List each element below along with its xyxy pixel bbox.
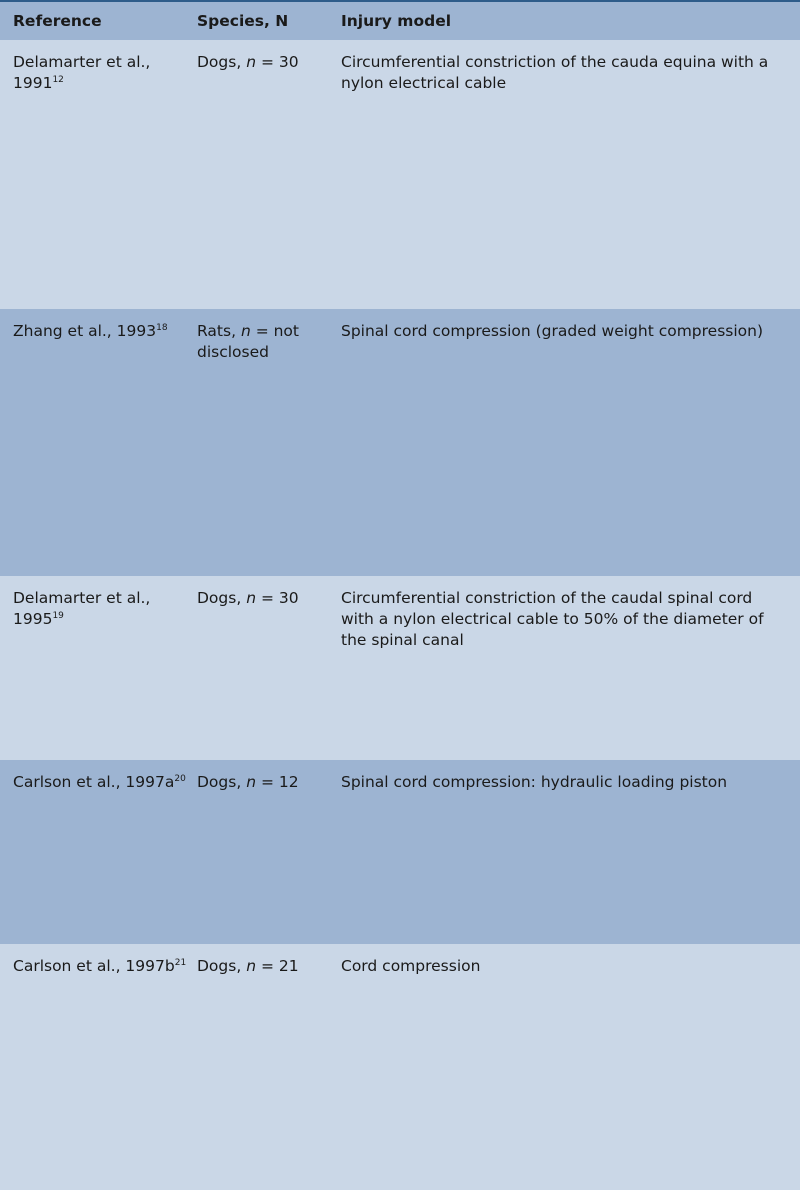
header-injury-model: Injury model [341, 12, 452, 30]
species-text: Dogs, [197, 957, 247, 975]
reference-text: Zhang et al., 1993 [13, 322, 157, 340]
species-n: n [246, 53, 257, 71]
species-text: Dogs, [197, 773, 247, 791]
reference-cell [13, 588, 193, 630]
reference-footnote: 21 [174, 958, 187, 968]
injury-model-cell: Circumferential constriction of the cauda equina with a nylon electrical cable [341, 53, 769, 92]
species-count: = 30 [256, 589, 299, 607]
species-count: = 30 [256, 53, 299, 71]
header-reference: Reference [13, 12, 102, 30]
species-n: n [240, 322, 251, 340]
table-row [0, 309, 800, 576]
species-text: Rats, [197, 322, 241, 340]
reference-text: Delamarter et al., 1991 [13, 53, 151, 92]
species-cell [197, 52, 337, 73]
table-header-row [0, 2, 800, 40]
reference-text: Delamarter et al., 1995 [13, 589, 151, 628]
species-text: Dogs, [197, 589, 247, 607]
table-row [0, 944, 800, 1190]
species-count: = 12 [256, 773, 299, 791]
injury-model-cell: Spinal cord compression: hydraulic loading piston [341, 773, 728, 791]
injury-model-cell: Spinal cord compression (graded weight compression) [341, 322, 764, 340]
reference-footnote: 12 [52, 75, 64, 85]
species-cell [197, 956, 337, 977]
reference-text: Carlson et al., 1997b [13, 957, 175, 975]
species-n: n [246, 589, 257, 607]
table-row [0, 40, 800, 309]
table-row [0, 576, 800, 760]
reference-cell [13, 956, 193, 977]
header-species: Species, N [197, 12, 289, 30]
species-cell [197, 321, 337, 363]
injury-model-cell: Cord compression [341, 957, 481, 975]
species-n: n [246, 957, 257, 975]
species-text: Dogs, [197, 53, 247, 71]
table-row [0, 760, 800, 944]
reference-text: Carlson et al., 1997a [13, 773, 175, 791]
species-count: = 21 [256, 957, 299, 975]
species-n: n [246, 773, 257, 791]
reference-footnote: 20 [174, 774, 186, 784]
reference-footnote: 18 [156, 323, 168, 333]
species-count: = not disclosed [197, 322, 299, 361]
species-cell [197, 588, 337, 609]
reference-cell [13, 321, 193, 342]
reference-footnote: 19 [52, 611, 64, 621]
reference-cell [13, 772, 193, 793]
reference-cell [13, 52, 193, 94]
species-cell [197, 772, 337, 793]
injury-model-cell: Circumferential constriction of the caudal spinal cord with a nylon electrical cable to 50% of the diameter of the spinal canal [341, 589, 764, 649]
